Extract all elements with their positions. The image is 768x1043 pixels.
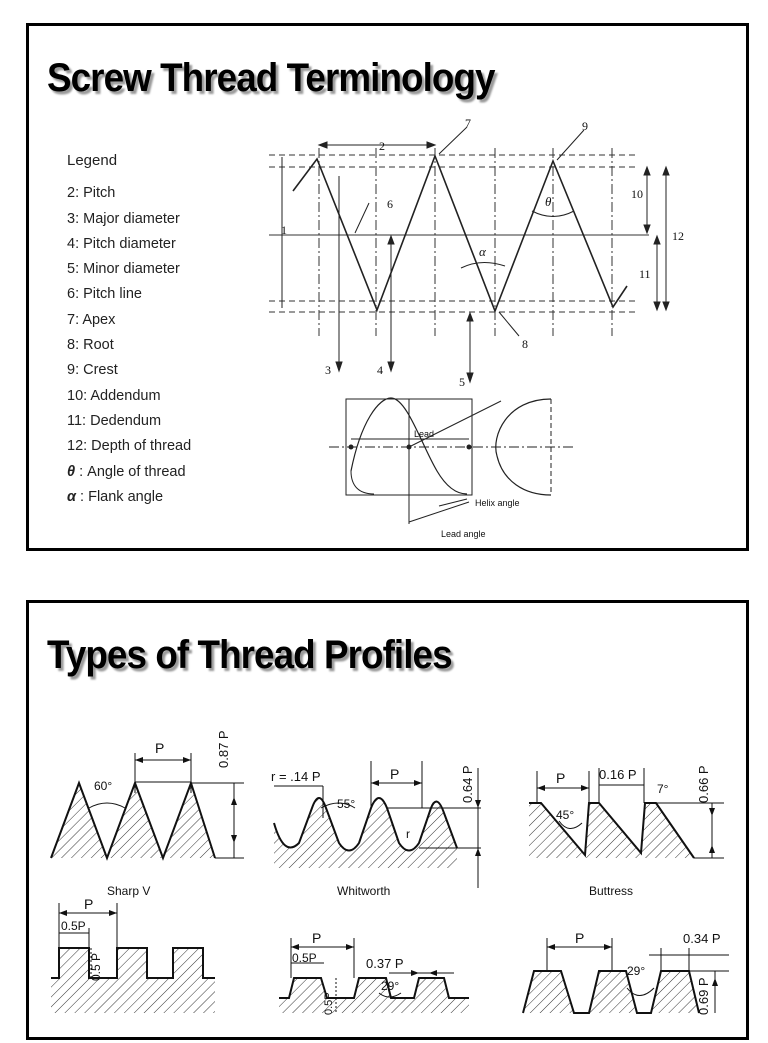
label-lead: Lead [414,429,435,439]
profile-acme [279,930,469,1015]
whitworth-angle: 55° [337,797,356,811]
acme-p: P [312,930,322,946]
legend-heading: Legend [67,152,118,169]
label-helix-angle: Helix angle [475,498,520,508]
label-3: 3 [325,363,331,377]
label-alpha: α [479,244,486,259]
whitworth-r: r [406,827,410,841]
terminology-title: Screw Thread Terminology [47,56,495,100]
profile-sharp-v [51,730,244,898]
terminology-panel [26,23,749,551]
label-6: 6 [387,197,393,211]
label-1: 1 [281,223,287,237]
sharp-v-height: 0.87 P [216,730,231,768]
legend-text: 11: Dedendum [67,412,162,429]
trapezoidal-flat: 0.34 P [683,931,721,946]
profile-square [51,896,215,1013]
legend-text: 2: Pitch [67,185,116,202]
profile-whitworth [271,761,481,898]
label-7: 7 [465,116,471,130]
buttress-flat: 0.16 P [599,767,637,782]
trapezoidal-p: P [575,930,585,946]
thread-terminology-diagram [29,26,752,554]
profile-buttress [529,765,724,898]
label-lead-angle: Lead angle [441,529,486,539]
buttress-p: P [556,770,566,786]
square-height: 0.5 P [89,952,103,981]
legend-symbol: θ [67,463,76,480]
legend-text: 12: Depth of thread [67,438,192,455]
legend-text: 3: Major diameter [67,210,180,227]
trapezoidal-height: 0.69 P [696,977,711,1015]
label-11: 11 [639,267,651,281]
acme-angle: 29° [381,979,400,993]
whitworth-p: P [390,766,400,782]
whitworth-radius: r = .14 P [271,769,321,784]
label-theta: θ [545,194,552,209]
profiles-title: Types of Thread Profiles [47,633,452,677]
thread-profile-zigzag [293,156,627,311]
label-12: 12 [672,229,684,243]
legend-text: 4: Pitch diameter [67,235,176,252]
legend-text: 10: Addendum [67,387,161,404]
sharp-v-name: Sharp V [107,884,151,898]
buttress-height: 0.66 P [696,765,711,803]
acme-flat: 0.37 P [366,956,404,971]
label-10: 10 [631,187,643,201]
profile-trapezoidal [523,930,729,1015]
legend-text: 9: Crest [67,362,118,379]
trapezoidal-angle: 29° [627,964,646,978]
whitworth-name: Whitworth [337,884,391,898]
label-2: 2 [379,139,385,153]
label-9: 9 [582,119,588,133]
whitworth-height: 0.64 P [460,765,475,803]
acme-height: 0.5P [323,992,335,1015]
buttress-angle: 45° [556,808,575,822]
sharp-v-p: P [155,740,165,756]
legend-text: 8: Root [67,337,114,354]
buttress-name: Buttress [589,884,634,898]
legend-text: : Flank angle [76,488,164,505]
sharp-v-angle: 60° [94,779,113,793]
legend-text: 7: Apex [67,311,116,328]
thread-profiles-diagram [29,603,752,1043]
label-5: 5 [459,375,465,389]
legend-text: 6: Pitch line [67,286,142,303]
legend-text: 5: Minor diameter [67,261,180,278]
acme-width: 0.5P [292,951,317,965]
buttress-small-angle: 7° [657,782,669,796]
square-p: P [84,896,94,912]
label-4: 4 [377,363,383,377]
square-width: 0.5P [61,919,86,933]
profiles-panel [26,600,749,1040]
legend-symbol: α [67,488,76,505]
label-8: 8 [522,337,528,351]
legend-text: : Angle of thread [75,463,186,480]
